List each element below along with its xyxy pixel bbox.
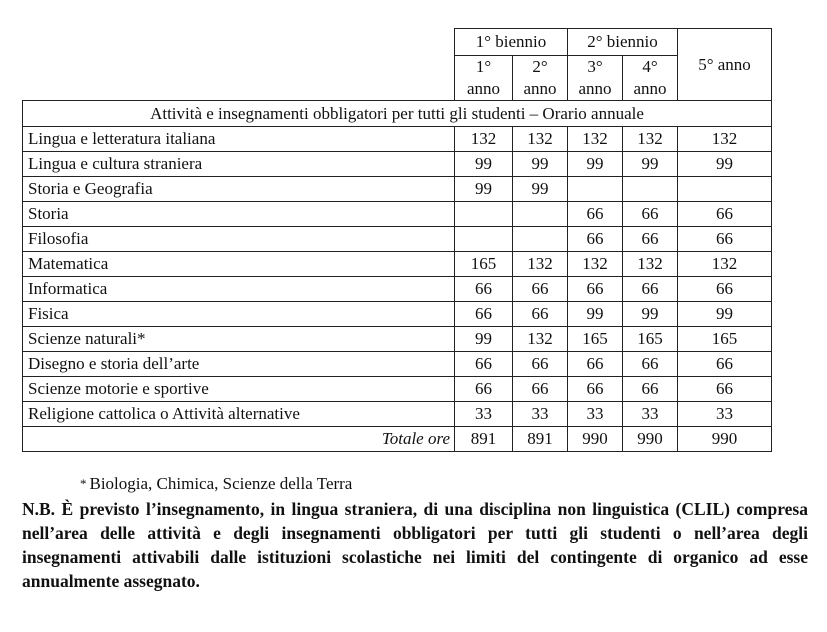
hours-cell: 132: [678, 127, 772, 152]
header-fifth-year: 5° anno: [678, 29, 772, 101]
subject-name: Fisica: [23, 302, 455, 327]
subject-name: Filosofia: [23, 227, 455, 252]
hours-cell: 66: [513, 377, 568, 402]
total-label: Totale ore: [23, 427, 455, 452]
hours-cell: 33: [678, 402, 772, 427]
subject-name: Lingua e letteratura italiana: [23, 127, 455, 152]
total-cell: 990: [623, 427, 678, 452]
table-body: [23, 29, 772, 452]
subject-name: Scienze motorie e sportive: [23, 377, 455, 402]
table-row: [23, 352, 772, 377]
hours-cell: 99: [623, 302, 678, 327]
header-year-1: [455, 56, 513, 101]
hours-cell: [455, 202, 513, 227]
header-second-biennium: 2° biennio: [568, 29, 678, 56]
note-paragraph: N.B. È previsto l’insegnamento, in lingua straniera, di una disciplina non linguistica (CLIL) compresa nell’area delle attività e degli insegnamenti obbligatori per tutti gli studenti o nell’area degli insegnamenti attivabili dalle istituzioni scolastiche nei limiti del contingente di organico ad esse annualmente assegnato.: [22, 499, 808, 591]
hours-cell: 132: [568, 252, 623, 277]
table-row: [23, 377, 772, 402]
hours-cell: 66: [455, 302, 513, 327]
total-cell: 891: [513, 427, 568, 452]
header-year-3-anno: anno: [578, 79, 612, 98]
hours-cell: 165: [623, 327, 678, 352]
hours-cell: 33: [623, 402, 678, 427]
hours-cell: 99: [455, 152, 513, 177]
subject-name: Informatica: [23, 277, 455, 302]
total-row: [23, 427, 772, 452]
hours-cell: 66: [568, 202, 623, 227]
header-first-biennium: 1° biennio: [455, 29, 568, 56]
banner-row: [23, 101, 772, 127]
hours-cell: 66: [568, 352, 623, 377]
hours-cell: 132: [623, 127, 678, 152]
header-year-3: [568, 56, 623, 101]
header-year-4-anno: anno: [633, 79, 667, 98]
subject-name: Storia e Geografia: [23, 177, 455, 202]
hours-cell: [513, 202, 568, 227]
hours-cell: 66: [678, 202, 772, 227]
header-blank-cell: [23, 29, 455, 101]
header-year-2-number: 2°: [532, 57, 548, 76]
subject-name: Lingua e cultura straniera: [23, 152, 455, 177]
hours-cell: 165: [455, 252, 513, 277]
hours-cell: 66: [455, 277, 513, 302]
footnote-text: Biologia, Chimica, Scienze della Terra: [89, 474, 353, 493]
table-row: [23, 252, 772, 277]
hours-cell: 66: [568, 377, 623, 402]
hours-cell: [623, 177, 678, 202]
header-year-3-number: 3°: [587, 57, 603, 76]
hours-cell: 132: [513, 252, 568, 277]
table-row: [23, 152, 772, 177]
header-row-groups: [23, 29, 772, 56]
hours-cell: 66: [678, 377, 772, 402]
hours-cell: 66: [678, 277, 772, 302]
banner-cell: Attività e insegnamenti obbligatori per tutti gli studenti – Orario annuale: [23, 101, 772, 127]
subject-name: Storia: [23, 202, 455, 227]
hours-cell: 132: [678, 252, 772, 277]
header-year-2: [513, 56, 568, 101]
hours-cell: 132: [513, 327, 568, 352]
table-row: [23, 202, 772, 227]
hours-cell: 66: [568, 277, 623, 302]
table-row: [23, 277, 772, 302]
hours-cell: [678, 177, 772, 202]
hours-cell: 66: [513, 302, 568, 327]
table-row: [23, 302, 772, 327]
hours-cell: 132: [513, 127, 568, 152]
subject-name: Religione cattolica o Attività alternative: [23, 402, 455, 427]
hours-cell: 99: [678, 152, 772, 177]
total-cell: 990: [678, 427, 772, 452]
hours-cell: 99: [568, 302, 623, 327]
header-year-1-number: 1°: [475, 57, 492, 76]
hours-cell: 132: [568, 127, 623, 152]
hours-cell: 66: [455, 352, 513, 377]
table-row: [23, 127, 772, 152]
hours-cell: 99: [455, 177, 513, 202]
hours-cell: 33: [568, 402, 623, 427]
hours-cell: 66: [513, 277, 568, 302]
hours-cell: 99: [513, 177, 568, 202]
hours-cell: [455, 227, 513, 252]
hours-cell: 165: [678, 327, 772, 352]
total-cell: 891: [455, 427, 513, 452]
header-year-2-anno: anno: [523, 79, 557, 98]
hours-cell: 66: [568, 227, 623, 252]
subject-name: Matematica: [23, 252, 455, 277]
footnote: [80, 474, 352, 494]
hours-cell: 33: [455, 402, 513, 427]
hours-cell: 66: [455, 377, 513, 402]
table-row: [23, 327, 772, 352]
hours-cell: 66: [678, 227, 772, 252]
hours-cell: 132: [623, 252, 678, 277]
hours-cell: 66: [678, 352, 772, 377]
subject-name: Disegno e storia dell’arte: [23, 352, 455, 377]
header-year-1-anno: anno: [466, 79, 501, 98]
table-row: [23, 402, 772, 427]
subject-name: Scienze naturali*: [23, 327, 455, 352]
hours-cell: [568, 177, 623, 202]
hours-cell: 66: [623, 277, 678, 302]
hours-cell: 66: [623, 352, 678, 377]
schedule-table: [22, 28, 772, 452]
hours-cell: 66: [623, 377, 678, 402]
header-year-4-number: 4°: [642, 57, 658, 76]
hours-cell: 66: [513, 352, 568, 377]
hours-cell: 99: [678, 302, 772, 327]
hours-cell: 132: [455, 127, 513, 152]
hours-cell: 66: [623, 227, 678, 252]
hours-cell: 165: [568, 327, 623, 352]
hours-cell: [513, 227, 568, 252]
hours-cell: 99: [513, 152, 568, 177]
hours-cell: 99: [455, 327, 513, 352]
table-row: [23, 227, 772, 252]
footnote-asterisk: *: [80, 476, 87, 491]
hours-cell: 99: [623, 152, 678, 177]
total-cell: 990: [568, 427, 623, 452]
hours-cell: 66: [623, 202, 678, 227]
hours-cell: 99: [568, 152, 623, 177]
table-row: [23, 177, 772, 202]
hours-cell: 33: [513, 402, 568, 427]
header-year-4: [623, 56, 678, 101]
